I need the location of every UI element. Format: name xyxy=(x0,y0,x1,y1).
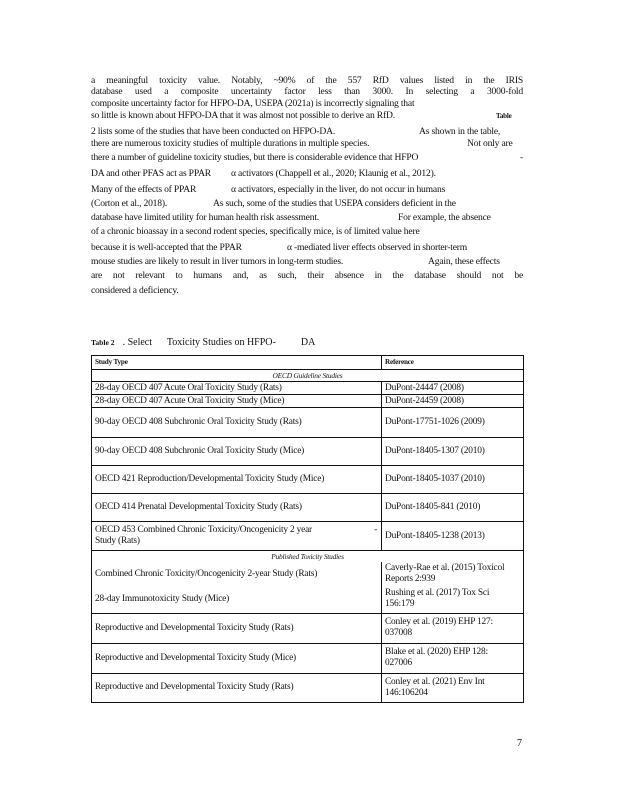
header-study-type: Study Type xyxy=(92,356,382,370)
study-type-text: OECD 453 Combined Chronic Toxicity/Oncogenicity 2 year Study (Rats) xyxy=(95,525,312,546)
paragraph-line xyxy=(91,168,523,179)
table-section-row xyxy=(92,370,524,382)
study-type-cell: OECD 421 Reproduction/Developmental Toxicity Study (Mice) xyxy=(92,466,382,494)
reference-cell xyxy=(382,643,524,673)
paragraph-line: a meaningful toxicity value. Notably, ~90% of the 557 RfD values listed in the IRIS xyxy=(91,75,523,86)
text-fragment: DA and other PFAS act as PPAR xyxy=(91,168,211,179)
paragraph-line xyxy=(91,138,523,149)
text-fragment: α activators (Chappell et al., 2020; Klaunig et al., 2012). xyxy=(231,168,436,179)
table-row xyxy=(92,562,524,586)
text-fragment: Not only are xyxy=(467,138,513,149)
paragraph-line: considered a deficiency. xyxy=(91,285,179,296)
reference-cell: DuPont-18405-1238 (2013) xyxy=(382,522,524,551)
reference-cell xyxy=(382,613,524,643)
reference-text: Conley et al. (2019) EHP 127: 037008 xyxy=(385,617,500,638)
paragraph-line xyxy=(91,242,523,253)
text-fragment: (Corton et al., 2018). xyxy=(91,198,168,209)
paragraph-line xyxy=(91,212,523,223)
table-row xyxy=(92,395,524,408)
table-caption-text: . Select Toxicity Studies on HFPO- DA xyxy=(122,337,316,348)
table-row xyxy=(92,643,524,673)
text-fragment: Again, these effects xyxy=(428,256,500,267)
text-fragment: mouse studies are likely to result in liver tumors in long-term studies. xyxy=(91,256,344,267)
reference-cell: DuPont-24447 (2008) xyxy=(382,382,524,395)
table-caption xyxy=(91,337,315,348)
reference-cell: DuPont-24459 (2008) xyxy=(382,395,524,408)
text-fragment: α activators, especially in the liver, do not occur in humans xyxy=(231,184,446,195)
section-published-studies: Published Toxicity Studies xyxy=(92,551,524,563)
paragraph-line xyxy=(91,126,523,137)
reference-cell xyxy=(382,673,524,702)
study-type-cell xyxy=(92,522,382,551)
paragraph-line: database used a composite uncertainty factor less than 3000. In selecting a 3000-fold xyxy=(91,86,523,97)
table-row xyxy=(92,466,524,494)
text-fragment: α -mediated liver effects observed in shorter-term xyxy=(287,242,468,253)
study-type-cell: Reproductive and Developmental Toxicity Study (Rats) xyxy=(92,613,382,643)
page-number: 7 xyxy=(517,738,522,749)
study-type-text: Combined Chronic Toxicity/Oncogenicity 2-year Study (Rats) xyxy=(95,568,318,579)
study-type-cell: Reproductive and Developmental Toxicity Study (Rats) xyxy=(92,673,382,702)
reference-cell xyxy=(382,586,524,613)
table-row xyxy=(92,522,524,551)
study-type-cell: 28-day OECD 407 Acute Oral Toxicity Study (Mice) xyxy=(92,395,382,408)
table-caption-label: Table 2 xyxy=(91,338,115,347)
table-row xyxy=(92,382,524,395)
study-type-cell: OECD 414 Prenatal Developmental Toxicity Study (Rats) xyxy=(92,494,382,522)
study-type-cell: 90-day OECD 408 Subchronic Oral Toxicity Study (Mice) xyxy=(92,438,382,466)
study-type-cell: 28-day Immunotoxicity Study (Mice) xyxy=(92,586,382,613)
reference-text: Conley et al. (2021) Env Int 146:106204 xyxy=(385,676,485,698)
table-header-row xyxy=(92,356,524,370)
paragraph-line xyxy=(91,152,523,163)
text-fragment: As shown in the table, xyxy=(419,126,501,137)
text-fragment: database have limited utility for human health risk assessment. xyxy=(91,212,319,223)
studies-table xyxy=(91,355,524,703)
paragraph-line xyxy=(91,198,523,209)
reference-text: Blake et al. (2020) EHP 128: 027006 xyxy=(385,647,488,668)
table-row xyxy=(92,586,524,613)
study-type-cell xyxy=(92,562,382,586)
text-fragment: 2 lists some of the studies that have been conducted on HFPO-DA. xyxy=(91,126,336,137)
text-fragment: As such, some of the studies that USEPA considers deficient in the xyxy=(213,198,456,209)
study-dash-mark: - xyxy=(374,525,377,535)
reference-cell: DuPont-18405-1307 (2010) xyxy=(382,438,524,466)
header-reference: Reference xyxy=(382,356,524,370)
table-row xyxy=(92,613,524,643)
text-fragment: there a number of guideline toxicity studies, but there is considerable evidence that HFPO xyxy=(91,152,419,163)
text-fragment: Table xyxy=(496,112,512,120)
paragraph-line xyxy=(91,256,523,267)
paragraph-line xyxy=(91,110,523,121)
section-guideline-studies: OECD Guideline Studies xyxy=(92,370,524,382)
study-type-cell: Reproductive and Developmental Toxicity Study (Mice) xyxy=(92,643,382,673)
paragraph-line: of a chronic bioassay in a second rodent species, specifically mice, is of limited value here xyxy=(91,226,420,237)
text-fragment: so little is known about HFPO-DA that it was almost not possible to derive an RfD. xyxy=(91,110,395,121)
text-fragment: For example, the absence xyxy=(398,212,491,223)
text-fragment: because it is well-accepted that the PPAR xyxy=(91,242,242,253)
table-row xyxy=(92,438,524,466)
reference-cell: DuPont-17751-1026 (2009) xyxy=(382,408,524,438)
reference-cell: Caverly-Rae et al. (2015) Toxicol Reports 2:939 xyxy=(382,562,524,586)
reference-text: Rushing et al. (2017) Tox Sci 156:179 xyxy=(385,588,490,610)
text-fragment: - xyxy=(520,152,523,163)
paragraph-line xyxy=(91,184,523,195)
reference-cell: DuPont-18405-1037 (2010) xyxy=(382,466,524,494)
reference-cell: DuPont-18405-841 (2010) xyxy=(382,494,524,522)
table-row xyxy=(92,408,524,438)
table-section-row xyxy=(92,551,524,563)
table-row xyxy=(92,494,524,522)
paragraph-line: composite uncertainty factor for HFPO-DA, USEPA (2021a) is incorrectly signaling that xyxy=(91,98,415,109)
text-fragment: Many of the effects of PPAR xyxy=(91,184,197,195)
study-type-cell: 28-day OECD 407 Acute Oral Toxicity Study (Rats) xyxy=(92,382,382,395)
study-type-cell: 90-day OECD 408 Subchronic Oral Toxicity Study (Rats) xyxy=(92,408,382,438)
table-row xyxy=(92,673,524,702)
paragraph-line: are not relevant to humans and, as such, their absence in the database should not be xyxy=(91,270,523,281)
text-fragment: there are numerous toxicity studies of multiple durations in multiple species. xyxy=(91,138,370,149)
